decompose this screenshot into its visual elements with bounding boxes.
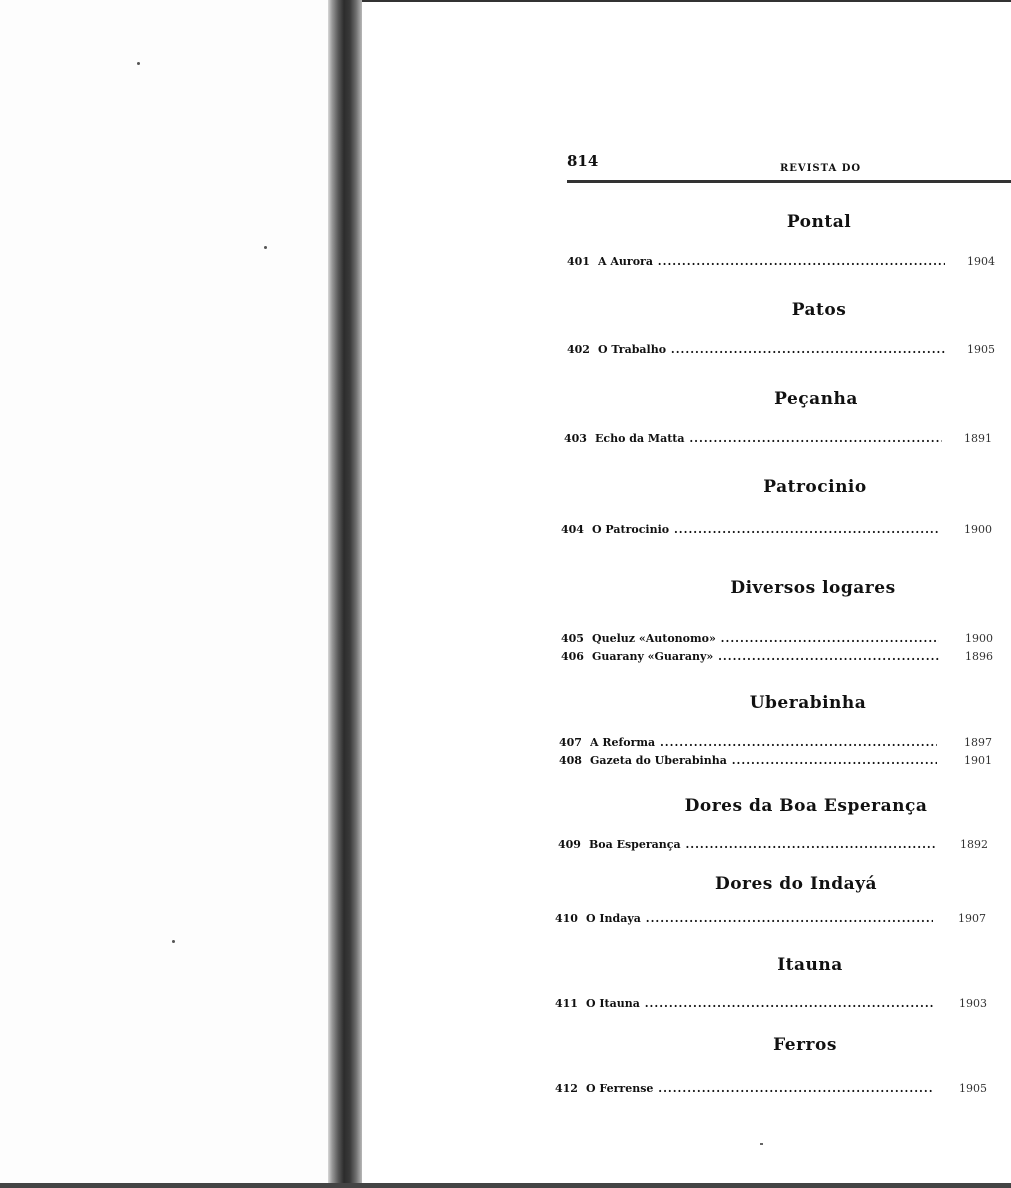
section-title: Dores da Boa Esperança <box>684 796 928 816</box>
section-title: Patos <box>791 300 847 320</box>
entry-year: 1903 <box>959 997 987 1010</box>
entry-title: Echo da Matta ..... <box>595 432 942 445</box>
entry-number: 406 <box>561 650 584 663</box>
header-rule <box>567 180 1011 183</box>
entry-year: 1905 <box>959 1082 987 1095</box>
entry-number: 407 <box>559 736 582 749</box>
entry-year: 1896 <box>965 650 993 663</box>
entry-year: 1900 <box>964 523 992 536</box>
entry-number: 405 <box>561 632 584 645</box>
entry-number: 410 <box>555 912 578 925</box>
entry-title: A Reforma ..... <box>590 736 937 749</box>
list-item <box>564 432 992 446</box>
entry-year: 1891 <box>964 432 992 445</box>
list-item <box>561 523 992 537</box>
entry-number: 404 <box>561 523 584 536</box>
entry-title: O Itauna ..... <box>586 997 933 1010</box>
left-page-blank <box>0 0 330 1188</box>
entry-number: 403 <box>564 432 587 445</box>
paper-speck <box>760 1143 763 1145</box>
list-item <box>559 736 992 750</box>
section-title: Diversos logares <box>730 578 896 598</box>
paper-speck <box>172 940 175 943</box>
entry-title: O Patrocinio ..... <box>592 523 939 536</box>
entry-year: 1897 <box>964 736 992 749</box>
entry-title: O Indaya ..... <box>586 912 933 925</box>
entry-year: 1901 <box>964 754 992 767</box>
right-page <box>362 0 1011 1188</box>
entry-number: 401 <box>567 255 590 268</box>
paper-speck <box>137 62 140 65</box>
list-item <box>559 754 992 768</box>
book-gutter <box>328 0 362 1188</box>
entry-title: Boa Esperança ..... <box>589 838 936 851</box>
page-header <box>567 152 1011 182</box>
list-item <box>555 997 987 1011</box>
entry-number: 411 <box>555 997 578 1010</box>
entry-year: 1892 <box>960 838 988 851</box>
section-title: Uberabinha <box>749 693 867 713</box>
entry-number: 408 <box>559 754 582 767</box>
entry-title: Guarany «Guarany» ..... <box>592 650 939 663</box>
page-number: 814 <box>567 152 599 170</box>
list-item <box>558 838 988 852</box>
entry-year: 1907 <box>958 912 986 925</box>
section-title: Pontal <box>786 212 852 232</box>
entry-year: 1905 <box>967 343 995 356</box>
entry-number: 412 <box>555 1082 578 1095</box>
section-title: Ferros <box>773 1035 837 1055</box>
list-item <box>555 912 986 926</box>
list-item <box>567 255 995 269</box>
entry-year: 1904 <box>967 255 995 268</box>
entry-title: Queluz «Autonomo» ..... <box>592 632 939 645</box>
entry-title: O Trabalho ..... <box>598 343 945 356</box>
entry-title: O Ferrense ..... <box>586 1082 933 1095</box>
entry-title: Gazeta do Uberabinha ..... <box>590 754 937 767</box>
list-item <box>561 632 993 646</box>
running-head: REVISTA DO <box>780 163 862 174</box>
section-title: Dores do Indayá <box>714 874 878 894</box>
section-title: Itauna <box>777 955 843 975</box>
page-bottom-edge <box>0 1183 1011 1188</box>
list-item <box>567 343 995 357</box>
entry-number: 402 <box>567 343 590 356</box>
section-title: Patrocinio <box>763 477 867 497</box>
paper-speck <box>264 246 267 249</box>
entry-year: 1900 <box>965 632 993 645</box>
entry-number: 409 <box>558 838 581 851</box>
section-title: Peçanha <box>774 389 858 409</box>
list-item <box>561 650 993 664</box>
list-item <box>555 1082 987 1096</box>
entry-title: A Aurora ..... <box>598 255 945 268</box>
